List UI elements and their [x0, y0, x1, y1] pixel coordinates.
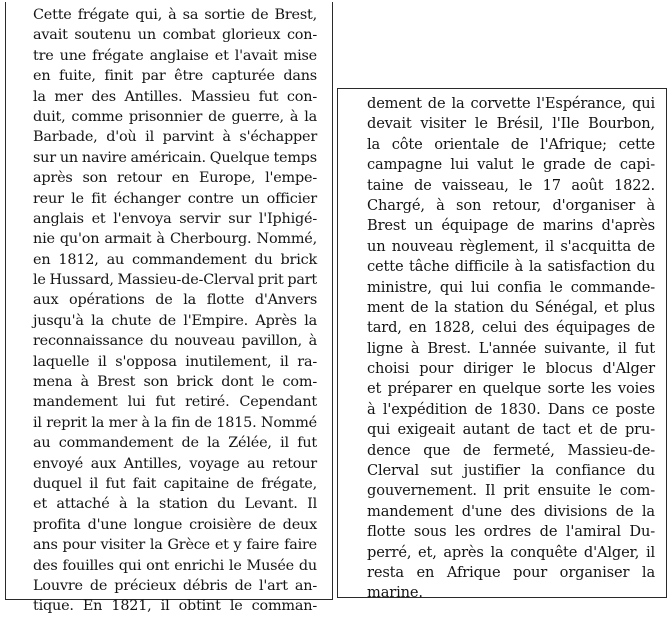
text-line: tre une frégate anglaise et l'avait mise: [33, 47, 317, 64]
right-clipping: [337, 88, 667, 602]
text-line: un nouveau règlement, il s'acquitta de: [367, 237, 655, 255]
text-line: gouvernement. Il prit ensuite le com-: [367, 482, 655, 500]
text-line: reur le fit échanger contre un officier: [33, 190, 317, 207]
text-line: profita d'une longue croisière de deux: [33, 516, 317, 533]
text-line: taine de vaisseau, le 17 août 1822.: [367, 176, 655, 194]
text-line: au commandement de la Zélée, il fut: [33, 435, 317, 452]
text-line: choisi pour diriger le blocus d'Alger: [367, 360, 655, 378]
left-clipping: [5, 2, 333, 615]
text-line: qui exigeait autant de tact et de pru-: [367, 421, 655, 439]
text-line: mandement lui fut retiré. Cependant: [33, 394, 317, 411]
text-line: avait soutenu un combat glorieux con-: [33, 27, 317, 44]
text-line: campagne lui valut le grade de capi-: [367, 156, 655, 174]
text-line: et préparer en quelque sorte les voies: [367, 380, 655, 398]
text-line: anglais et l'envoya servir sur l'Iphigé-: [33, 210, 317, 227]
text-line: duit, comme prisonnier de guerre, à la: [33, 108, 317, 125]
text-line: laquelle il s'opposa inutilement, il ra-: [33, 353, 317, 370]
text-line: Clerval sut justifier la confiance du: [367, 462, 655, 480]
text-line: tique. En 1821, il obtint le comman-: [33, 598, 317, 615]
text-line: flotte sous les ordres de l'amiral Du-: [367, 523, 655, 541]
text-line: envoyé aux Antilles, voyage au retour: [33, 455, 317, 472]
text-line: Brest un équipage de marins d'après: [367, 217, 655, 235]
text-line: et attaché à la station du Levant. Il: [33, 496, 317, 513]
text-line: tard, en 1828, celui des équipages de: [367, 319, 655, 337]
right-column-text: [367, 94, 655, 604]
text-line: nie qu'on armait à Cherbourg. Nommé,: [33, 231, 317, 248]
text-line: Chargé, à son retour, d'organiser à: [367, 196, 655, 214]
text-line: le Hussard, Massieu-de-Clerval prit part: [33, 272, 317, 289]
text-line: Barbade, d'où il parvint à s'échapper: [33, 129, 317, 146]
text-line: mena à Brest son brick dont le com-: [33, 374, 317, 391]
text-line: resta en Afrique pour organiser la: [367, 563, 655, 581]
left-column-text: [33, 5, 317, 617]
text-line: la côte orientale de l'Afrique; cette: [367, 135, 655, 153]
text-line: à l'expédition de 1830. Dans ce poste: [367, 400, 655, 418]
text-line: après son retour en Europe, l'empe-: [33, 170, 317, 187]
text-line: reconnaissance du nouveau pavillon, à: [33, 333, 317, 350]
text-line: perré, et, après la conquête d'Alger, il: [367, 543, 655, 561]
text-line: ministre, qui lui confia le commande-: [367, 278, 655, 296]
text-line: en fuite, finit par être capturée dans: [33, 68, 317, 85]
text-line: mandement d'une des divisions de la: [367, 502, 655, 520]
text-line: Cette frégate qui, à sa sortie de Brest,: [33, 7, 317, 23]
text-line: ment de la station du Sénégal, et plus: [367, 298, 655, 316]
text-line: en 1812, au commandement du brick: [33, 251, 317, 268]
text-line: aux opérations de la flotte d'Anvers: [33, 292, 317, 309]
text-line: Louvre de précieux débris de l'art an-: [33, 577, 317, 594]
text-line: jusqu'à la chute de l'Empire. Après la: [33, 312, 317, 329]
text-line: la mer des Antilles. Massieu fut con-: [33, 88, 317, 105]
text-line: dence que de fermeté, Massieu-de-: [367, 441, 655, 459]
text-line: duquel il fut fait capitaine de frégate,: [33, 475, 317, 492]
text-line: ligne à Brest. L'année suivante, il fut: [367, 339, 655, 357]
text-line: marine.: [367, 584, 423, 602]
text-line: des fouilles qui ont enrichi le Musée du: [33, 557, 317, 574]
text-line: cette tâche difficile à la satisfaction du: [367, 258, 655, 276]
text-line: il reprit la mer à la fin de 1815. Nommé: [33, 414, 317, 431]
text-line: sur un navire américain. Quelque temps: [33, 149, 317, 166]
text-line: dement de la corvette l'Espérance, qui: [367, 95, 655, 112]
text-line: devait visiter le Brésil, l'Ile Bourbon,: [367, 115, 655, 133]
text-line: ans pour visiter la Grèce et y faire faire: [33, 537, 317, 554]
